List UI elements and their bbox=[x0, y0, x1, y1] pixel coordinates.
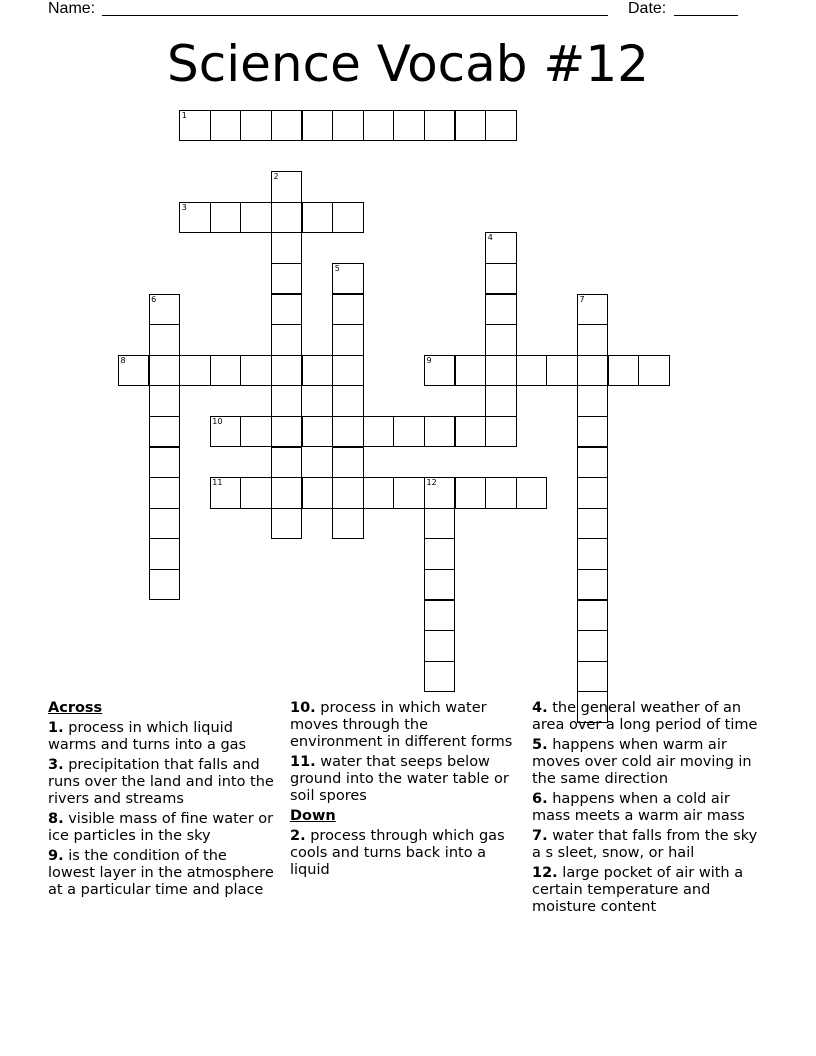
grid-cell[interactable] bbox=[240, 477, 271, 508]
grid-cell[interactable] bbox=[577, 538, 608, 569]
grid-cell[interactable] bbox=[271, 171, 302, 202]
date-label: Date: bbox=[628, 0, 667, 17]
clue-number: 2. bbox=[290, 828, 306, 844]
date-field[interactable] bbox=[674, 15, 738, 16]
clues-column-3 bbox=[532, 700, 768, 919]
grid-cell[interactable] bbox=[455, 477, 486, 508]
grid-cell[interactable] bbox=[424, 569, 455, 600]
header bbox=[48, 0, 768, 20]
clue-text: process in which liquid warms and turns into a gas bbox=[48, 720, 247, 753]
clue-across-8 bbox=[48, 811, 274, 845]
clue-down-4 bbox=[532, 700, 768, 734]
grid-cell[interactable] bbox=[485, 294, 516, 325]
clue-number-label: 10 bbox=[212, 417, 223, 426]
clue-text: process in which water moves through the environment in different forms bbox=[290, 700, 513, 750]
grid-cell[interactable] bbox=[546, 355, 577, 386]
grid-cell[interactable] bbox=[577, 447, 608, 478]
clue-number-label: 11 bbox=[212, 478, 223, 488]
grid-cell[interactable] bbox=[577, 355, 608, 386]
clue-text: visible mass of fine water or ice particles in the sky bbox=[48, 811, 274, 844]
clue-number: 9. bbox=[48, 848, 64, 864]
grid-cell[interactable] bbox=[332, 202, 363, 233]
clue-across-1 bbox=[48, 720, 274, 754]
clue-number-label: 12 bbox=[426, 478, 437, 488]
grid-cell[interactable] bbox=[210, 416, 241, 447]
grid-cell[interactable] bbox=[302, 110, 333, 141]
grid-cell[interactable] bbox=[332, 508, 363, 539]
grid-cell[interactable] bbox=[271, 385, 302, 416]
clue-text: happens when a cold air mass meets a warm air mass bbox=[532, 791, 745, 824]
clue-number-label: 5 bbox=[334, 264, 340, 273]
grid-cell[interactable] bbox=[240, 416, 271, 447]
grid-cell[interactable] bbox=[271, 110, 302, 141]
grid-cell[interactable] bbox=[485, 263, 516, 294]
grid-cell[interactable] bbox=[485, 416, 516, 447]
grid-cell[interactable] bbox=[485, 477, 516, 508]
clue-down-6 bbox=[532, 791, 768, 825]
grid-cell[interactable] bbox=[149, 416, 180, 447]
grid-cell[interactable] bbox=[638, 355, 669, 386]
grid-cell[interactable] bbox=[271, 232, 302, 263]
grid-cell[interactable] bbox=[577, 416, 608, 447]
grid-cell[interactable] bbox=[271, 294, 302, 325]
clue-down-5 bbox=[532, 737, 768, 788]
clue-number: 4. bbox=[532, 700, 548, 716]
grid-cell[interactable] bbox=[424, 110, 455, 141]
clue-text: large pocket of air with a certain temperature and moisture content bbox=[532, 865, 744, 915]
clue-text: is the condition of the lowest layer in the atmosphere at a particular time and place bbox=[48, 848, 274, 898]
grid-cell[interactable] bbox=[149, 294, 180, 325]
grid-cell[interactable] bbox=[149, 569, 180, 600]
grid-cell[interactable] bbox=[577, 324, 608, 355]
clue-number-label: 4 bbox=[487, 233, 493, 243]
clue-text: water that falls from the sky a s sleet, snow, or hail bbox=[532, 828, 758, 861]
grid-cell[interactable] bbox=[240, 355, 271, 386]
grid-cell[interactable] bbox=[149, 324, 180, 355]
clue-across-10 bbox=[290, 700, 518, 751]
grid-cell[interactable] bbox=[424, 600, 455, 631]
clue-down-12 bbox=[532, 865, 768, 916]
clue-number-label: 6 bbox=[151, 294, 157, 304]
clue-across-9 bbox=[48, 848, 274, 899]
grid-cell[interactable] bbox=[485, 110, 516, 141]
grid-cell[interactable] bbox=[424, 508, 455, 539]
clue-number: 8. bbox=[48, 811, 64, 827]
grid-cell[interactable] bbox=[240, 110, 271, 141]
grid-cell[interactable] bbox=[485, 324, 516, 355]
grid-cell[interactable] bbox=[577, 477, 608, 508]
grid-cell[interactable] bbox=[118, 355, 149, 386]
grid-cell[interactable] bbox=[424, 661, 455, 692]
grid-cell[interactable] bbox=[149, 355, 180, 386]
name-label: Name: bbox=[48, 0, 96, 17]
grid-cell[interactable] bbox=[393, 110, 424, 141]
grid-cell[interactable] bbox=[271, 447, 302, 478]
grid-cell[interactable] bbox=[577, 569, 608, 600]
grid-cell[interactable] bbox=[455, 416, 486, 447]
clue-number-label: 2 bbox=[273, 172, 279, 182]
page-title: Science Vocab #12 bbox=[167, 35, 649, 93]
clue-across-3 bbox=[48, 757, 274, 808]
clue-number: 12. bbox=[532, 865, 558, 881]
across-heading: Across bbox=[48, 700, 103, 716]
grid-cell[interactable] bbox=[302, 477, 333, 508]
grid-cell[interactable] bbox=[149, 385, 180, 416]
grid-cell[interactable] bbox=[271, 324, 302, 355]
clue-number-label: 3 bbox=[181, 202, 187, 212]
grid-cell[interactable] bbox=[332, 385, 363, 416]
clue-text: process through which gas cools and turns back into a liquid bbox=[290, 828, 505, 878]
grid-cell[interactable] bbox=[332, 477, 363, 508]
grid-cell[interactable] bbox=[516, 355, 547, 386]
grid-cell[interactable] bbox=[271, 263, 302, 294]
grid-cell[interactable] bbox=[149, 508, 180, 539]
clue-down-2 bbox=[290, 828, 518, 879]
grid-cell[interactable] bbox=[424, 416, 455, 447]
grid-cell[interactable] bbox=[149, 447, 180, 478]
grid-cell[interactable] bbox=[271, 477, 302, 508]
grid-cell[interactable] bbox=[302, 416, 333, 447]
grid-cell[interactable] bbox=[271, 508, 302, 539]
grid-cell[interactable] bbox=[393, 477, 424, 508]
clues-column-2 bbox=[290, 700, 518, 882]
grid-cell[interactable] bbox=[149, 477, 180, 508]
grid-cell[interactable] bbox=[608, 355, 639, 386]
clue-text: precipitation that falls and runs over the land and into the rivers and streams bbox=[48, 757, 274, 807]
grid-cell[interactable] bbox=[240, 202, 271, 233]
grid-cell[interactable] bbox=[179, 355, 210, 386]
clue-number: 6. bbox=[532, 791, 548, 807]
grid-cell[interactable] bbox=[485, 385, 516, 416]
grid-cell[interactable] bbox=[363, 416, 394, 447]
grid-cell[interactable] bbox=[577, 600, 608, 631]
grid-cell[interactable] bbox=[363, 477, 394, 508]
grid-cell[interactable] bbox=[302, 202, 333, 233]
clue-number: 7. bbox=[532, 828, 548, 844]
grid-cell[interactable] bbox=[577, 630, 608, 661]
grid-cell[interactable] bbox=[179, 202, 210, 233]
clue-number: 5. bbox=[532, 737, 548, 753]
grid-cell[interactable] bbox=[577, 294, 608, 325]
grid-cell[interactable] bbox=[179, 110, 210, 141]
clue-number: 11. bbox=[290, 754, 316, 770]
clue-number: 3. bbox=[48, 757, 64, 773]
grid-cell[interactable] bbox=[424, 477, 455, 508]
grid-cell[interactable] bbox=[332, 110, 363, 141]
grid-cell[interactable] bbox=[149, 538, 180, 569]
grid-cell[interactable] bbox=[577, 385, 608, 416]
grid-cell[interactable] bbox=[485, 232, 516, 263]
clue-number-label: 1 bbox=[181, 111, 187, 120]
grid-cell[interactable] bbox=[210, 477, 241, 508]
grid-cell[interactable] bbox=[332, 447, 363, 478]
grid-cell[interactable] bbox=[332, 416, 363, 447]
clue-text: the general weather of an area over a long period of time bbox=[532, 700, 758, 733]
grid-cell[interactable] bbox=[210, 110, 241, 141]
clue-text: water that seeps below ground into the water table or soil spores bbox=[290, 754, 509, 804]
grid-cell[interactable] bbox=[455, 355, 486, 386]
grid-cell[interactable] bbox=[302, 355, 333, 386]
grid-cell[interactable] bbox=[210, 355, 241, 386]
grid-cell[interactable] bbox=[332, 263, 363, 294]
grid-cell[interactable] bbox=[485, 355, 516, 386]
clue-number: 1. bbox=[48, 720, 64, 736]
grid-cell[interactable] bbox=[424, 630, 455, 661]
grid-cell[interactable] bbox=[210, 202, 241, 233]
clue-down-7 bbox=[532, 828, 768, 862]
grid-cell[interactable] bbox=[393, 416, 424, 447]
clue-across-11 bbox=[290, 754, 518, 805]
grid-cell[interactable] bbox=[424, 538, 455, 569]
grid-cell[interactable] bbox=[332, 294, 363, 325]
clue-number: 10. bbox=[290, 700, 316, 716]
clue-number-label: 7 bbox=[579, 294, 585, 304]
grid-cell[interactable] bbox=[455, 110, 486, 141]
grid-cell[interactable] bbox=[516, 477, 547, 508]
down-heading: Down bbox=[290, 808, 336, 824]
clue-text: happens when warm air moves over cold air moving in the same direction bbox=[532, 737, 752, 787]
grid-cell[interactable] bbox=[271, 355, 302, 386]
grid-cell[interactable] bbox=[363, 110, 394, 141]
grid-cell[interactable] bbox=[424, 355, 455, 386]
grid-cell[interactable] bbox=[271, 202, 302, 233]
clues-column-1 bbox=[48, 700, 274, 902]
grid-cell[interactable] bbox=[271, 416, 302, 447]
grid-cell[interactable] bbox=[332, 324, 363, 355]
clue-number-label: 8 bbox=[120, 355, 126, 365]
clue-number-label: 9 bbox=[426, 355, 432, 365]
grid-cell[interactable] bbox=[577, 661, 608, 692]
grid-cell[interactable] bbox=[332, 355, 363, 386]
name-field[interactable] bbox=[102, 15, 608, 16]
grid-cell[interactable] bbox=[577, 508, 608, 539]
